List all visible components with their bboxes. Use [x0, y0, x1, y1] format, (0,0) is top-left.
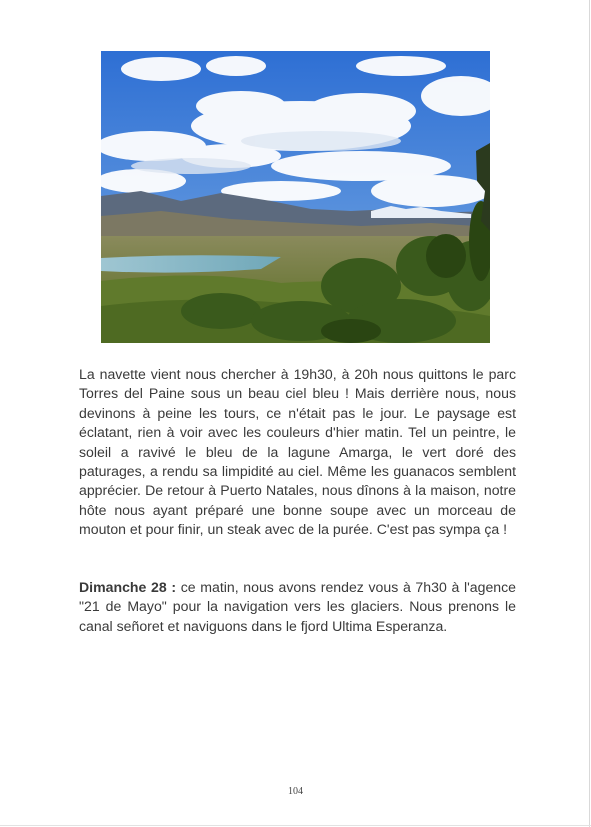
page-edge-bottom — [0, 825, 591, 826]
paragraph-2 — [79, 578, 516, 636]
paragraph-1-text: La navette vient nous chercher à 19h30, à 20h nous quittons le parc Torres del Paine sous un beau ciel bleu ! Mais derrière nous, nous devinons à peine les tours, ce n'était pas le jour. Le paysage est éclatant, rien à voir avec les couleurs d'hier matin. Tel un peintre, le soleil a ravivé le bleu de la lagune Amarga, le vert doré des paturages, a rendu sa limpidité au ciel. Même les guanacos semblent apprécier. De retour à Puerto Natales, nous dînons à la maison, notre hôte nous ayant préparé une bonne soupe avec un morceau de mouton et pour finir, un steak avec de la purée. C'est pas sympa ça ! — [79, 366, 516, 538]
landscape-photo — [101, 51, 490, 343]
day-heading: Dimanche 28 : — [79, 579, 177, 595]
paragraph-dimanche — [79, 578, 516, 636]
paragraph-2-text: ce matin, nous avons rendez vous à 7h30 à l'agence "21 de Mayo" pour la navigation vers les glaciers. Nous prenons le canal señoret et naviguons dans le fjord Ultima Esperanza. — [79, 579, 517, 634]
page-number: 104 — [288, 786, 303, 797]
page-edge — [589, 0, 590, 827]
paragraph-navette — [79, 365, 516, 540]
